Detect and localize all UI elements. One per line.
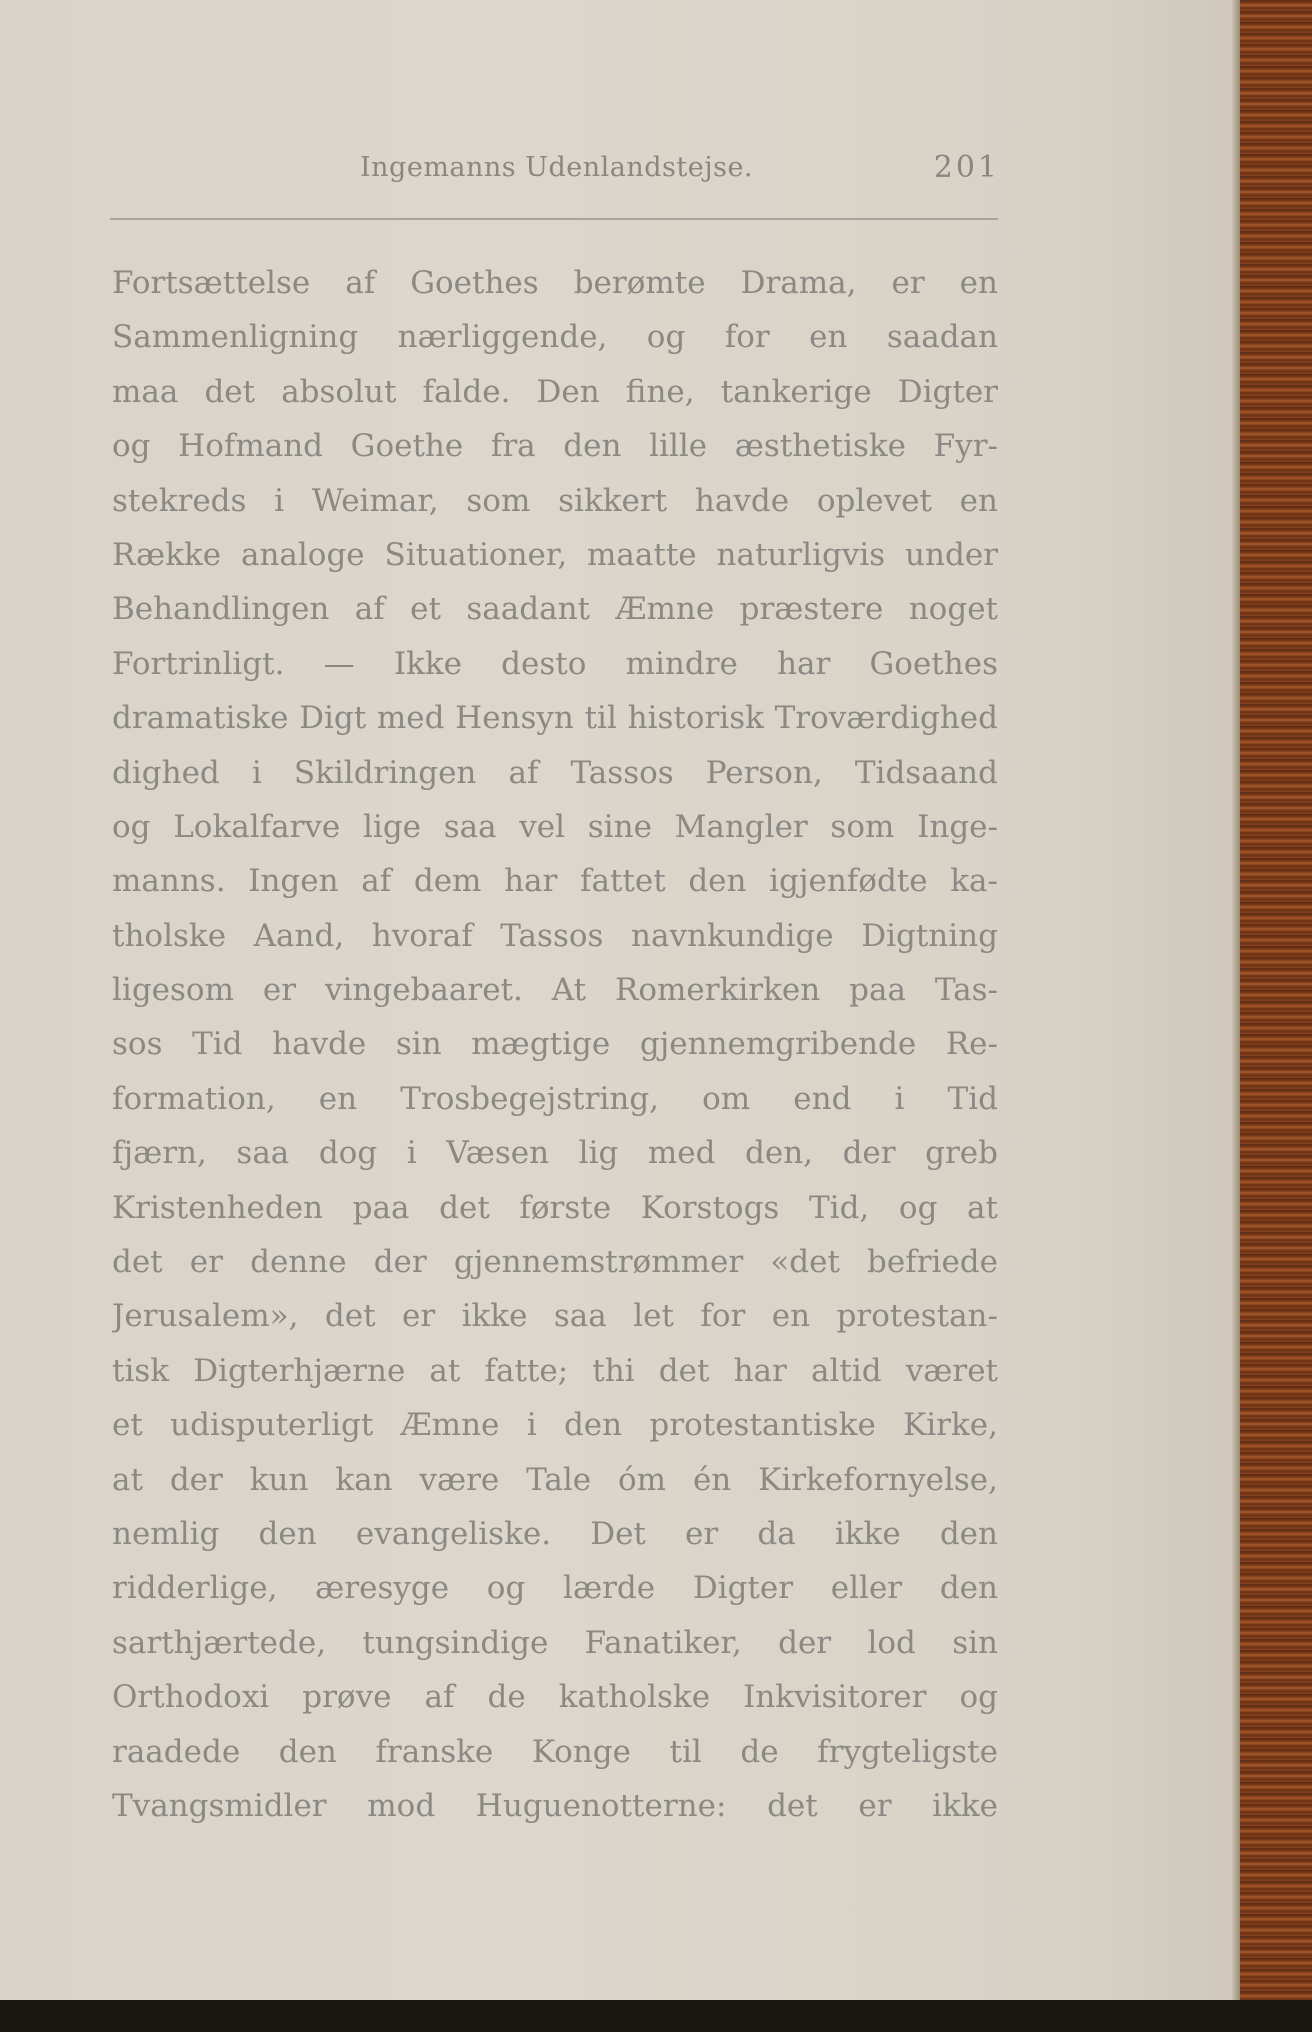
header-rule: [110, 218, 998, 220]
running-head: [110, 148, 1000, 192]
text-line: formation, en Trosbegejstring, om end i Tid: [112, 1080, 998, 1117]
text-line: Række analoge Situationer, maatte naturligvis under: [112, 536, 998, 573]
text-line: Fortsættelse af Goethes berømte Drama, er en: [112, 265, 998, 301]
text-line: at der kun kan være Tale óm én Kirkefornyelse,: [112, 1461, 998, 1498]
text-line: maa det absolut falde. Den fine, tankerige Digter: [112, 373, 998, 410]
text-line: Jerusalem», det er ikke saa let for en protestan-: [112, 1298, 998, 1335]
page-number: 201: [933, 150, 1000, 185]
text-line: sarthjærtede, tungsindige Fanatiker, der lod sin: [112, 1624, 998, 1661]
book-page-edges: [1240, 0, 1312, 2000]
text-line: et udisputerligt Æmne i den protestantiske Kirke,: [112, 1407, 998, 1444]
text-line: og Lokalfarve lige saa vel sine Mangler som Inge-: [112, 808, 998, 845]
text-line: ridderlige, æresyge og lærde Digter eller den: [112, 1570, 998, 1607]
text-line: sos Tid havde sin mægtige gjennemgribende Re-: [112, 1026, 998, 1063]
text-line: raadede den franske Konge til de frygteligste: [112, 1733, 998, 1770]
text-line: nemlig den evangeliske. Det er da ikke den: [112, 1515, 998, 1552]
text-line: og Hofmand Goethe fra den lille æsthetiske Fyr-: [112, 428, 998, 465]
text-line: dighed i Skildringen af Tassos Person, Tidsaand: [112, 754, 998, 791]
running-title: Ingemanns Udenlandstejse.: [360, 152, 754, 183]
text-line: Fortrinligt. — Ikke desto mindre har Goethes: [112, 645, 998, 682]
text-line: tholske Aand, hvoraf Tassos navnkundige Digtning: [112, 917, 998, 954]
scan-bottom-border: [0, 2000, 1312, 2032]
text-line: Tvangsmidler mod Huguenotterne: det er ikke: [112, 1787, 998, 1824]
text-line: Sammenligning nærliggende, og for en saadan: [112, 319, 998, 356]
text-line: Behandlingen af et saadant Æmne præstere noget: [112, 591, 998, 628]
text-line: ligesom er vingebaaret. At Romerkirken paa Tas-: [112, 972, 998, 1009]
text-line: stekreds i Weimar, som sikkert havde oplevet en: [112, 482, 998, 519]
text-line: fjærn, saa dog i Væsen lig med den, der greb: [112, 1135, 998, 1172]
text-line: tisk Digterhjærne at fatte; thi det har altid været: [112, 1352, 998, 1389]
text-line: det er denne der gjennemstrømmer «det befriede: [112, 1244, 998, 1281]
body-text: [112, 256, 998, 1833]
text-line: Orthodoxi prøve af de katholske Inkvisitorer og: [112, 1679, 998, 1716]
text-line: manns. Ingen af dem har fattet den igjenfødte ka-: [112, 863, 998, 900]
text-line: Kristenheden paa det første Korstogs Tid, og at: [112, 1189, 998, 1226]
text-line: dramatiske Digt med Hensyn til historisk Troværdighed: [112, 700, 998, 737]
